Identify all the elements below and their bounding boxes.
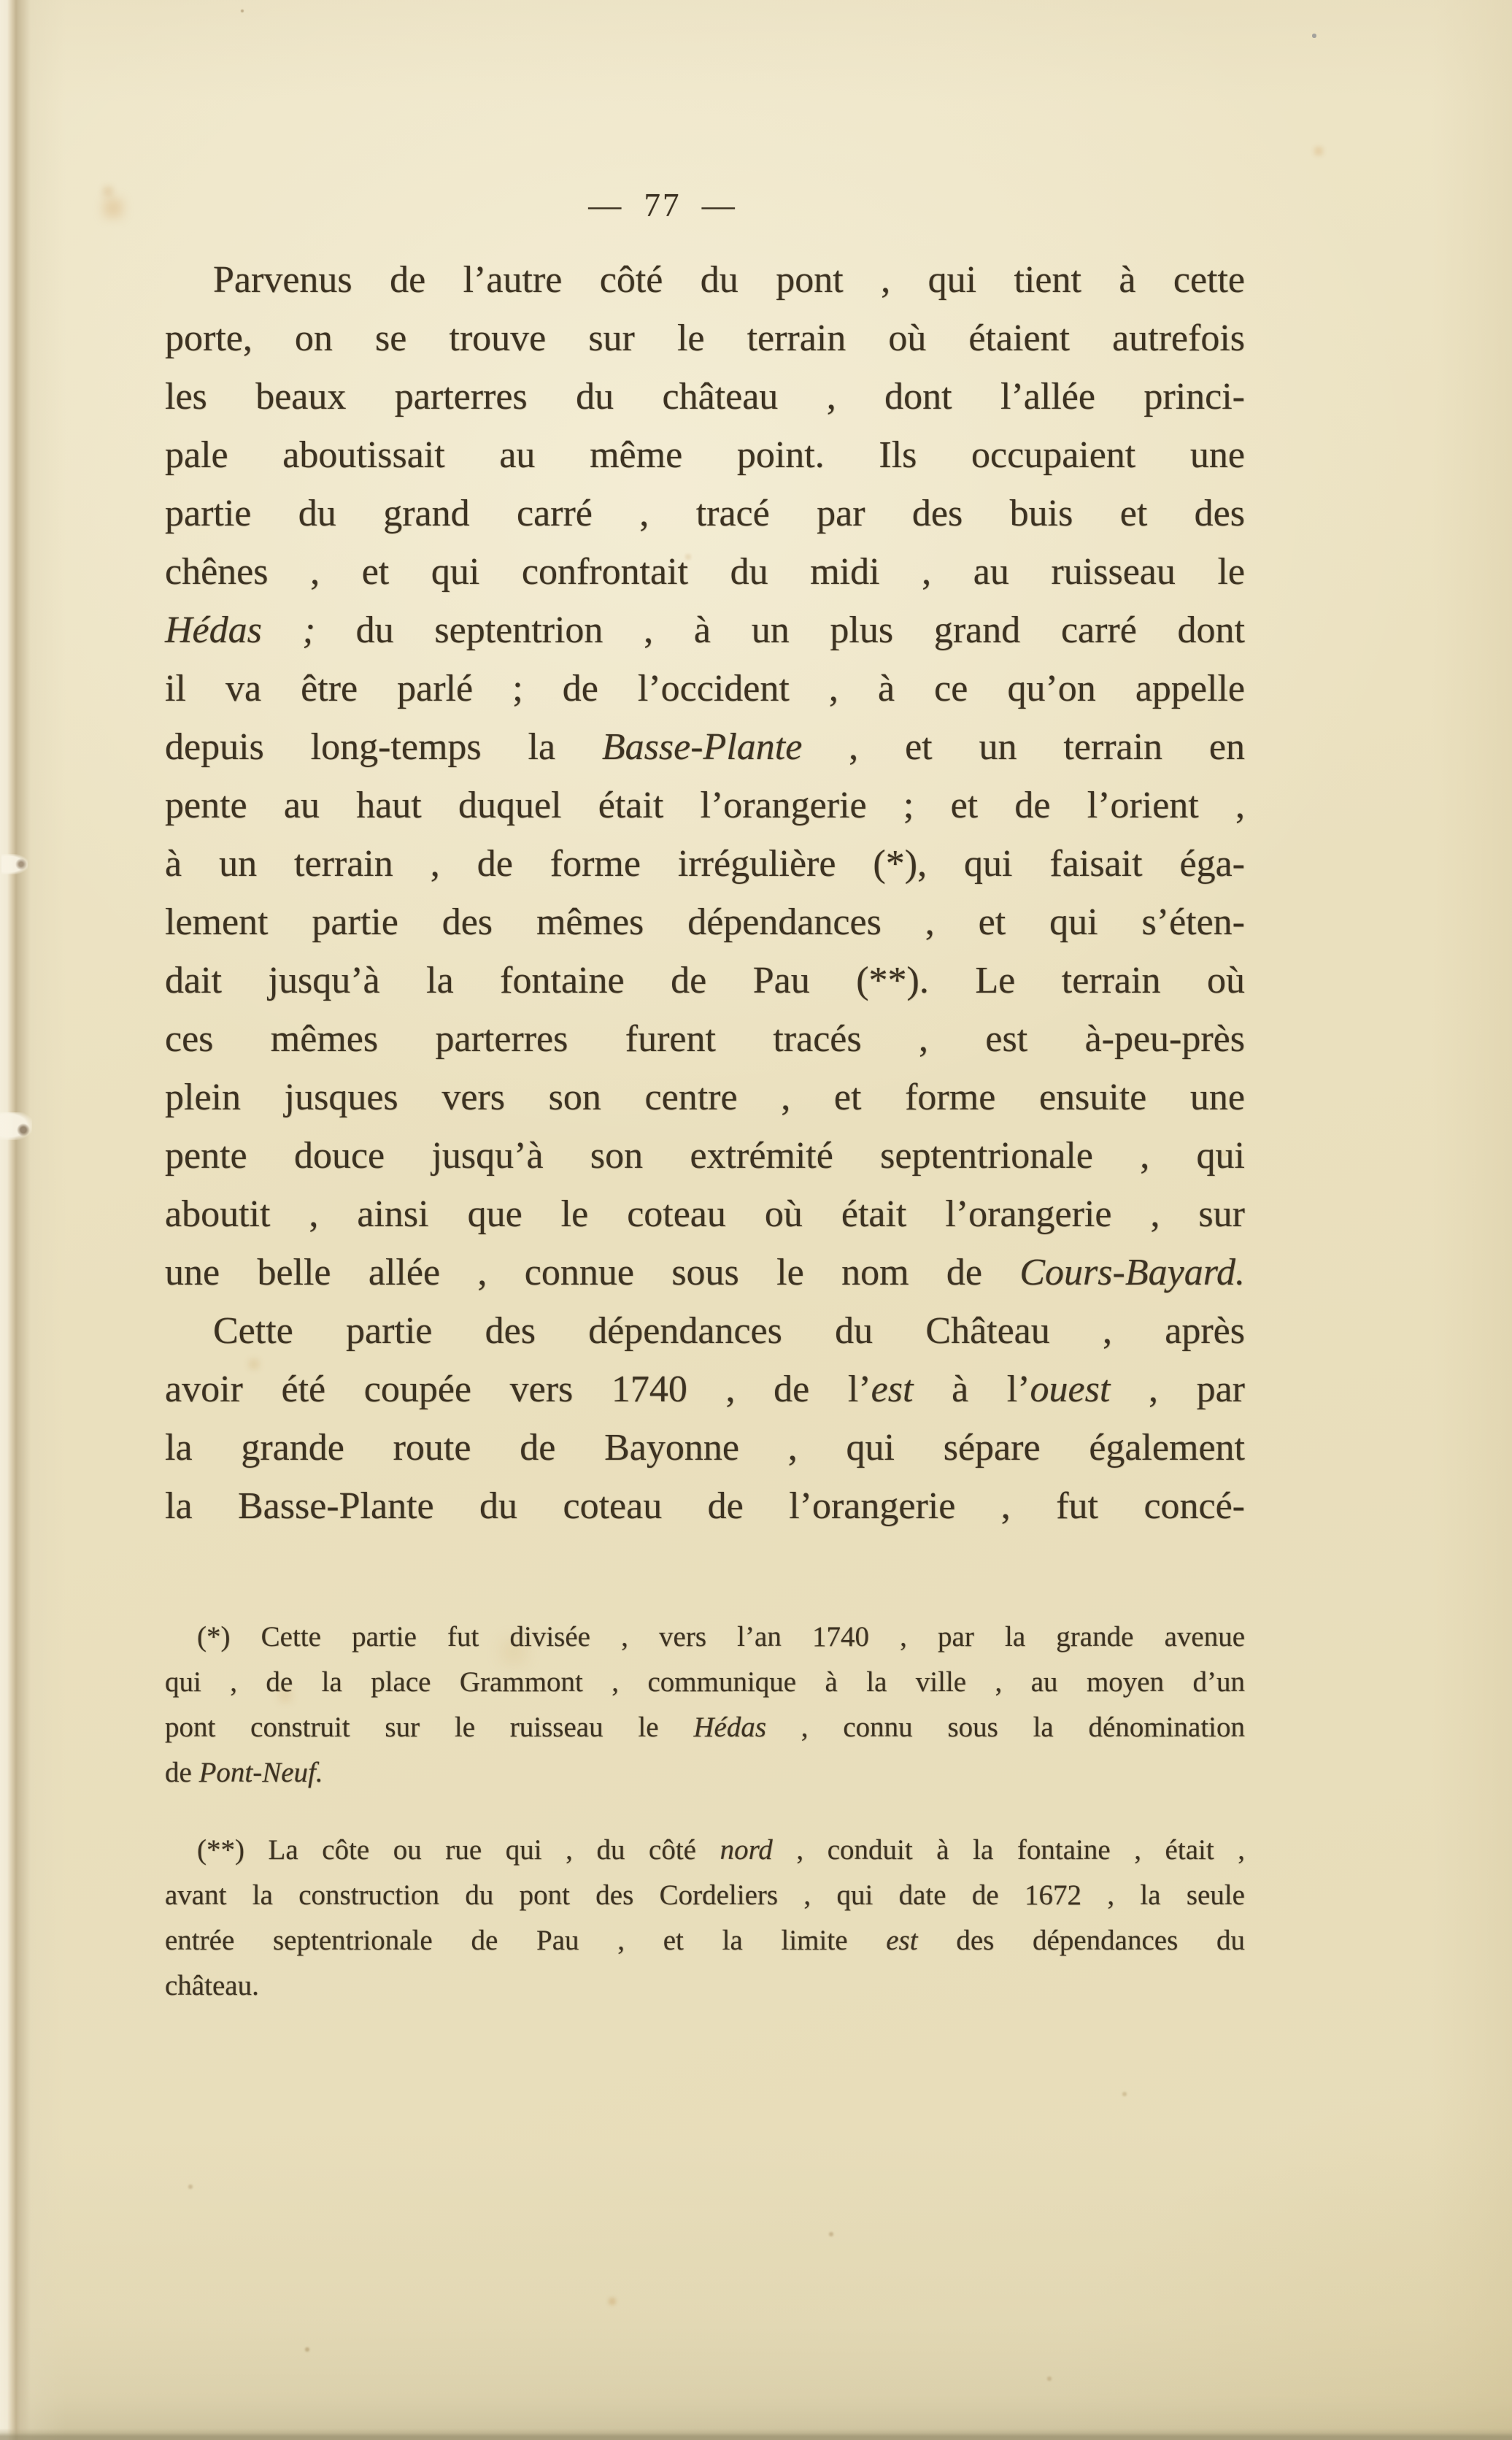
text-line — [165, 1069, 1245, 1127]
text-segment: de — [165, 1757, 199, 1788]
text-line — [165, 426, 1245, 485]
text-line — [165, 251, 1245, 309]
text-segment: (*) Cette partie fut divisée , vers l’an 1740 , par la grande avenue — [197, 1621, 1245, 1652]
italic-text-segment: Hédas ; — [165, 609, 315, 651]
text-segment: pente au haut duquel était l’orangerie ; et de l’orient , — [165, 785, 1245, 826]
text-line — [165, 1477, 1245, 1536]
text-segment: chênes , et qui confrontait du midi , au ruisseau le — [165, 551, 1245, 593]
text-line — [165, 368, 1245, 426]
text-segment: des dépendances du — [917, 1925, 1246, 1956]
text-segment: à l’ — [913, 1369, 1030, 1410]
text-segment: une belle allée , connue sous le nom de — [165, 1252, 1020, 1293]
text-line — [165, 1963, 1245, 2009]
text-segment: qui , de la place Grammont , communique à la ville , au moyen d’un — [165, 1666, 1245, 1698]
text-line — [165, 1127, 1245, 1185]
text-segment: Cette partie des dépendances du Château , après — [213, 1310, 1245, 1352]
text-line — [165, 1705, 1245, 1750]
text-segment: (**) La côte ou rue qui , du côté — [197, 1834, 720, 1866]
text-line — [165, 777, 1245, 835]
text-segment: du septentrion , à un plus grand carré dont — [315, 609, 1245, 651]
text-line — [165, 718, 1245, 777]
text-segment: entrée septentrionale de Pau , et la limite — [165, 1925, 887, 1956]
page-bottom-edge — [0, 2428, 1512, 2440]
text-segment: avoir été coupée vers 1740 , de l’ — [165, 1369, 871, 1410]
footnote-1 — [165, 1615, 1245, 1796]
text-segment: , et un terrain en — [802, 726, 1246, 768]
italic-text-segment: est — [871, 1369, 914, 1410]
text-line — [165, 309, 1245, 368]
text-segment: château. — [165, 1970, 259, 2001]
footnote-2 — [165, 1828, 1245, 2009]
text-segment: porte, on se trouve sur le terrain où étaient autrefois — [165, 317, 1245, 359]
text-line — [165, 1419, 1245, 1477]
text-segment: , par — [1110, 1369, 1245, 1410]
text-line — [165, 485, 1245, 543]
text-segment: plein jusques vers son centre , et forme ensuite une — [165, 1077, 1245, 1118]
text-line — [165, 1873, 1245, 1918]
text-segment: les beaux parterres du château , dont l’allée princi- — [165, 376, 1245, 417]
text-segment: ces mêmes parterres furent tracés , est à-peu-près — [165, 1018, 1245, 1060]
text-line — [165, 660, 1245, 718]
text-segment: à un terrain , de forme irrégulière (*), qui faisait éga- — [165, 843, 1245, 885]
text-line — [165, 952, 1245, 1010]
italic-text-segment: nord — [720, 1834, 773, 1866]
text-segment: pont construit sur le ruisseau le — [165, 1712, 694, 1743]
text-line — [165, 1750, 1245, 1796]
text-line — [165, 1660, 1245, 1705]
italic-text-segment: Basse-Plante — [601, 726, 803, 768]
italic-text-segment: est — [886, 1925, 918, 1956]
italic-text-segment: Pont-Neuf. — [198, 1757, 323, 1788]
text-line — [165, 1615, 1245, 1660]
text-line — [165, 1302, 1245, 1361]
text-segment: depuis long-temps la — [165, 726, 602, 768]
binding-nick-upper — [1, 854, 28, 874]
text-segment: la Basse-Plante du coteau de l’orangerie , fut concé- — [165, 1485, 1245, 1527]
text-segment: , connu sous la dénomination — [766, 1712, 1245, 1743]
paper-foxing-specks — [0, 0, 1, 1]
text-line — [165, 1828, 1245, 1873]
text-line — [165, 543, 1245, 601]
text-line — [165, 893, 1245, 952]
text-line — [165, 1244, 1245, 1302]
binding-nick-lower — [0, 1112, 32, 1140]
body-text — [165, 251, 1245, 1536]
text-line — [165, 1918, 1245, 1963]
text-segment: dait jusqu’à la fontaine de Pau (**). Le terrain où — [165, 960, 1245, 1001]
page-left-edge-crease — [0, 0, 66, 2440]
text-line — [165, 1361, 1245, 1419]
text-segment: aboutit , ainsi que le coteau où était l’orangerie , sur — [165, 1193, 1245, 1235]
italic-text-segment: ouest — [1030, 1369, 1111, 1410]
italic-text-segment: Cours-Bayard. — [1019, 1252, 1245, 1293]
text-segment: la grande route de Bayonne , qui sépare également — [165, 1427, 1245, 1469]
text-segment: partie du grand carré , tracé par des buis et des — [165, 493, 1245, 534]
text-segment: Parvenus de l’autre côté du pont , qui tient à cette — [213, 259, 1245, 301]
text-line — [165, 835, 1245, 893]
text-line — [165, 1185, 1245, 1244]
text-segment: avant la construction du pont des Cordeliers , qui date de 1672 , la seule — [165, 1879, 1245, 1911]
text-segment: lement partie des mêmes dépendances , et qui s’éten- — [165, 901, 1245, 943]
text-line — [165, 1010, 1245, 1069]
italic-text-segment: Hédas — [693, 1712, 766, 1743]
text-segment: pale aboutissait au même point. Ils occupaient une — [165, 434, 1245, 476]
page-number: — 77 — — [588, 187, 737, 223]
text-segment: , conduit à la fontaine , était , — [772, 1834, 1245, 1866]
text-line — [165, 601, 1245, 660]
text-segment: il va être parlé ; de l’occident , à ce qu’on appelle — [165, 668, 1245, 709]
text-segment: pente douce jusqu’à son extrémité septentrionale , qui — [165, 1135, 1245, 1177]
